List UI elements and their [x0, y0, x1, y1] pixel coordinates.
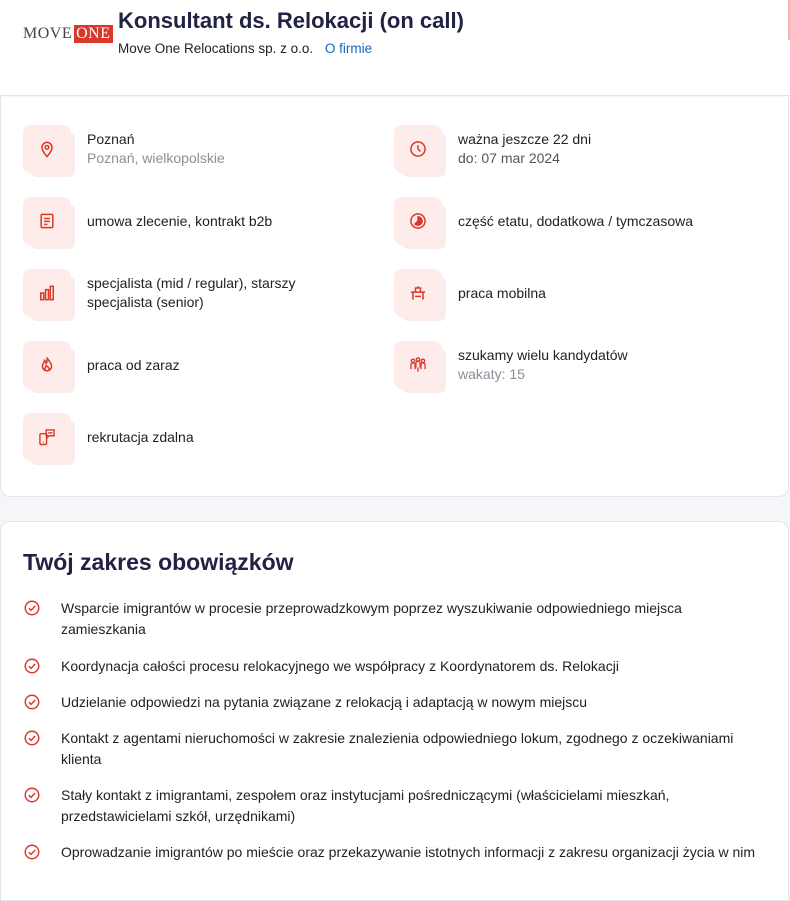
people-icon: [394, 341, 442, 389]
contract-type: umowa zlecenie, kontrakt b2b: [87, 212, 273, 229]
worktime-type: część etatu, dodatkowa / tymczasowa: [458, 212, 693, 229]
duty-text: Koordynacja całości procesu relokacyjnego we współpracy z Koordynatorem ds. Relokacji: [61, 658, 619, 674]
duty-text: Kontakt z agentami nieruchomości w zakresie znalezienia odpowiedniego lokum, zgodnego z oczekiwaniami klienta: [61, 730, 734, 767]
company-logo[interactable]: [23, 25, 113, 43]
flame-icon: [23, 341, 71, 389]
detail-level: [23, 269, 317, 317]
detail-work-mode: [394, 269, 546, 317]
company-name: Move One Relocations sp. z o.o.: [118, 41, 314, 56]
detail-vacancies: [394, 341, 628, 389]
pie-chart-icon: [394, 197, 442, 245]
recruitment-type: rekrutacja zdalna: [87, 428, 194, 445]
work-mode: praca mobilna: [458, 284, 546, 301]
list-item: [23, 692, 768, 713]
check-circle-icon: [23, 786, 41, 804]
list-item: [23, 728, 768, 770]
vacancies-text: szukamy wielu kandydatów: [458, 347, 628, 363]
duty-text: Wsparcie imigrantów w procesie przeprowadzkowym poprzez wyszukiwanie odpowiedniego miejsca zamieszkania: [61, 600, 682, 637]
offer-details-card: [0, 97, 789, 497]
job-header: [0, 0, 790, 96]
company-line: [118, 41, 372, 56]
position-level: specjalista (mid / regular), starszy specjalista (senior): [87, 275, 296, 310]
validity-date: do: 07 mar 2024: [458, 150, 560, 166]
detail-contract: [23, 197, 272, 245]
duty-text: Stały kontakt z imigrantami, zespołem oraz instytucjami pośredniczącymi (właścicielami mieszkań, przedstawicielami szkół, urzędnikami): [61, 787, 670, 824]
location-region: Poznań, wielkopolskie: [87, 150, 225, 166]
duties-section: [0, 521, 789, 901]
detail-worktime: [394, 197, 693, 245]
location-pin-icon: [23, 125, 71, 173]
clock-icon: [394, 125, 442, 173]
detail-start: [23, 341, 180, 389]
check-circle-icon: [23, 657, 41, 675]
start-date: praca od zaraz: [87, 356, 180, 373]
check-circle-icon: [23, 599, 41, 617]
location-city: Poznań: [87, 131, 135, 147]
logo-one-text: ONE: [76, 25, 111, 42]
logo-move-text: MOVE: [23, 25, 73, 42]
check-circle-icon: [23, 843, 41, 861]
phone-chat-icon: [23, 413, 71, 461]
duty-text: Oprowadzanie imigrantów po mieście oraz przekazywanie istotnych informacji z zakresu organizacji życia w nim: [61, 844, 756, 860]
list-item: [23, 785, 768, 827]
duty-text: Udzielanie odpowiedzi na pytania związane z relokacją i adaptacją w nowym miejscu: [61, 694, 588, 710]
detail-location: [23, 125, 225, 173]
desk-icon: [394, 269, 442, 317]
detail-validity: [394, 125, 591, 173]
document-icon: [23, 197, 71, 245]
check-circle-icon: [23, 693, 41, 711]
bar-chart-icon: [23, 269, 71, 317]
list-item: [23, 656, 768, 677]
list-item: [23, 598, 768, 640]
job-title: Konsultant ds. Relokacji (on call): [118, 8, 464, 33]
check-circle-icon: [23, 729, 41, 747]
list-item: [23, 842, 768, 863]
vacancies-count: wakaty: 15: [458, 366, 525, 382]
validity-days: ważna jeszcze 22 dni: [458, 131, 592, 147]
about-company-link[interactable]: O firmie: [324, 41, 373, 56]
detail-recruitment: [23, 413, 194, 461]
duties-title: Twój zakres obowiązków: [23, 549, 294, 575]
